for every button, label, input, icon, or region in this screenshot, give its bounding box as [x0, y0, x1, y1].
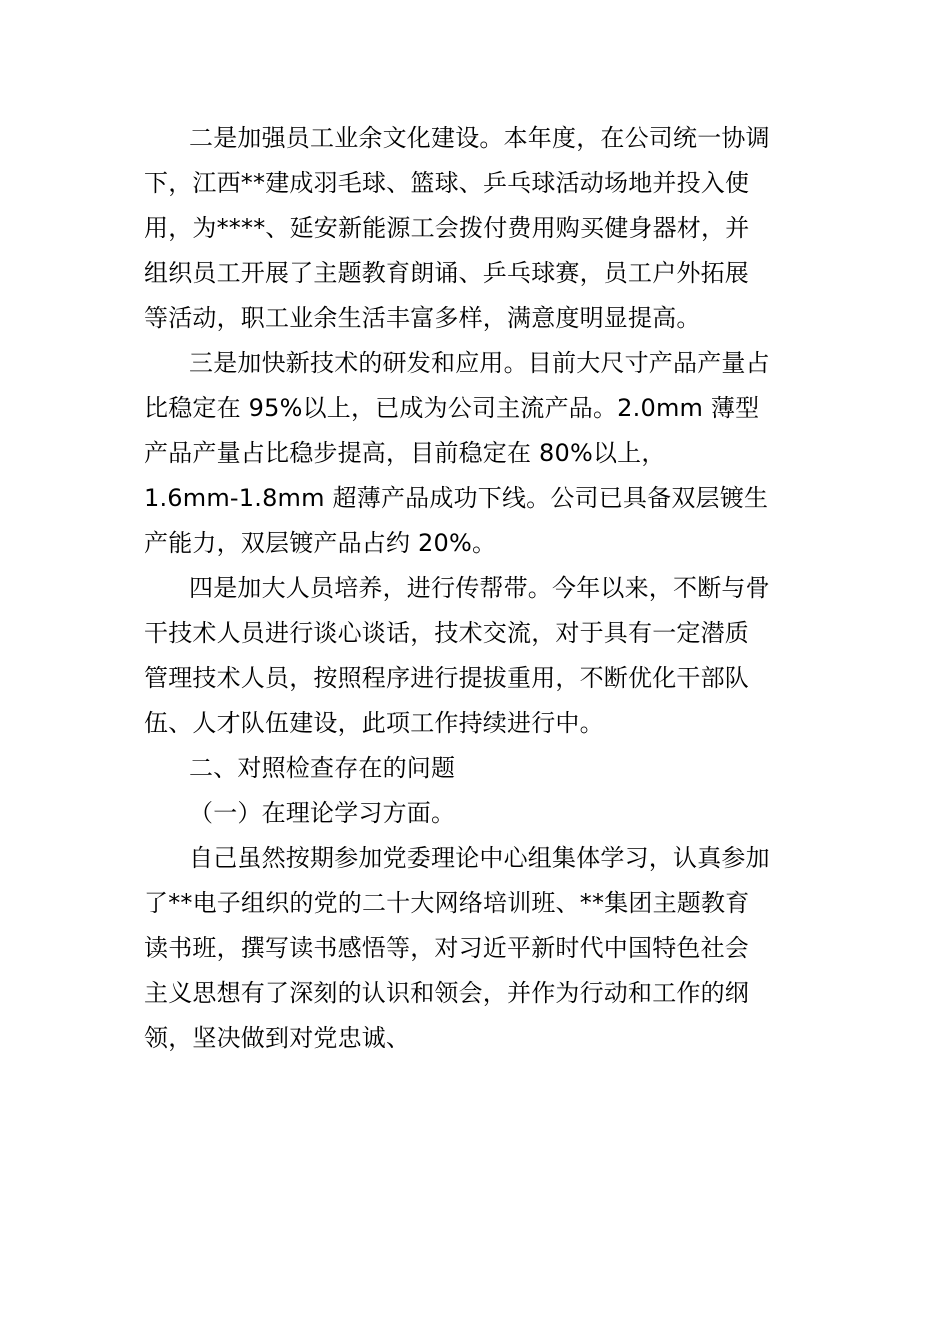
text-line: 主义思想有了深刻的认识和领会，并作为行动和工作的纲	[144, 979, 749, 1007]
text-line: 管理技术人员，按照程序进行提拔重用，不断优化干部队	[144, 664, 749, 692]
text-line: 1.6mm-1.8mm 超薄产品成功下线。公司已具备双层镀生	[144, 484, 769, 512]
text-line: 下，江西**建成羽毛球、篮球、乒乓球活动场地并投入使	[144, 169, 750, 197]
text-line: 用，为****、延安新能源工会拨付费用购买健身器材，并	[144, 214, 750, 242]
section-heading: 二、对照检查存在的问题	[189, 754, 456, 782]
subsection-heading: （一）在理论学习方面。	[189, 799, 456, 827]
text-line: 自己虽然按期参加党委理论中心组集体学习，认真参加	[189, 844, 770, 872]
text-line: 产品产量占比稳步提高，目前稳定在 80%以上，	[144, 439, 666, 467]
text-line: 伍、人才队伍建设，此项工作持续进行中。	[144, 709, 604, 737]
text-line: 读书班，撰写读书感悟等，对习近平新时代中国特色社会	[144, 934, 749, 962]
text-line: 等活动，职工业余生活丰富多样，满意度明显提高。	[144, 304, 701, 332]
text-line: 四是加大人员培养，进行传帮带。今年以来，不断与骨	[189, 574, 770, 602]
text-line: 组织员工开展了主题教育朗诵、乒乓球赛，员工户外拓展	[144, 259, 749, 287]
text-line: 了**电子组织的党的二十大网络培训班、**集团主题教育	[144, 889, 750, 917]
text-line: 比稳定在 95%以上，已成为公司主流产品。2.0mm 薄型	[144, 394, 760, 422]
text-line: 三是加快新技术的研发和应用。目前大尺寸产品产量占	[189, 349, 770, 377]
text-line: 二是加强员工业余文化建设。本年度，在公司统一协调	[189, 124, 770, 152]
text-line: 产能力，双层镀产品占约 20%。	[144, 529, 497, 557]
text-line: 干技术人员进行谈心谈话，技术交流，对于具有一定潜质	[144, 619, 749, 647]
text-line: 领，坚决做到对党忠诚、	[144, 1024, 411, 1052]
